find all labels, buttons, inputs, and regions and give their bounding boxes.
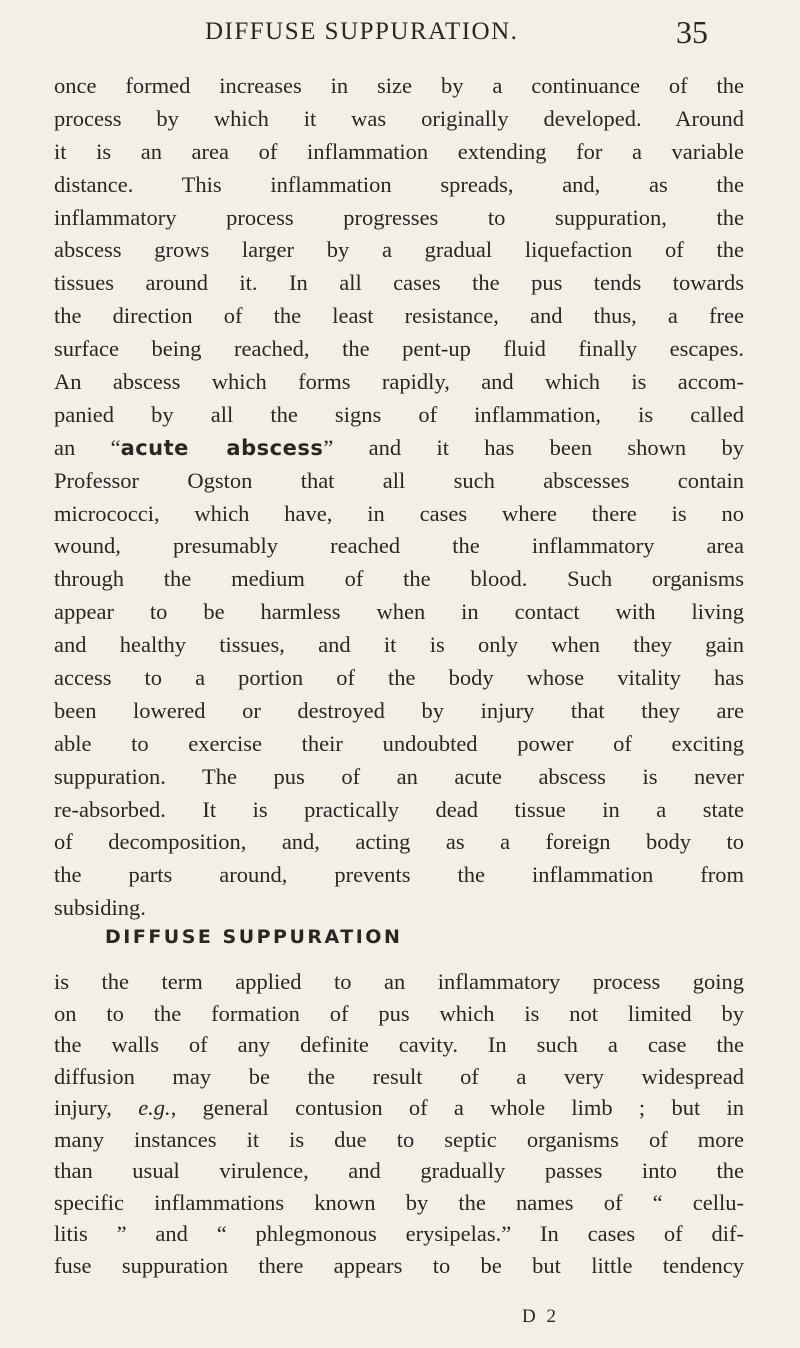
text-line: abscess grows larger by a gradual liquefaction of the <box>54 237 744 263</box>
text-line: on to the formation of pus which is not limited by <box>54 1000 744 1026</box>
paragraph-acute-abscess <box>54 70 744 925</box>
line-suffix: , general contusion of a whole limb ; but in <box>170 1095 744 1120</box>
text-line: inflammatory process progresses to suppuration, the <box>54 204 744 230</box>
text-line: An abscess which forms rapidly, and which is accom- <box>54 369 744 395</box>
text-line: it is an area of inflammation extending for a variable <box>54 138 744 164</box>
text-line: tissues around it. In all cases the pus tends towards <box>54 270 744 296</box>
text-line: the direction of the least resistance, and thus, a free <box>54 303 744 329</box>
text-line: been lowered or destroyed by injury that they are <box>54 697 744 723</box>
text-line: of decomposition, and, acting as a foreign body to <box>54 829 744 855</box>
running-title: DIFFUSE SUPPURATION. <box>205 18 519 45</box>
text-line: than usual virulence, and gradually passes into the <box>54 1158 744 1183</box>
text-line: Professor Ogston that all such abscesses contain <box>54 467 744 493</box>
text-line: micrococci, which have, in cases where there is no <box>54 500 744 526</box>
text-line: many instances it is due to septic organisms of more <box>54 1126 744 1152</box>
text-line: specific inflammations known by the names of “ cellu- <box>54 1189 744 1215</box>
text-line: through the medium of the blood. Such organisms <box>54 566 744 592</box>
text-line: is the term applied to an inflammatory process going <box>54 969 744 994</box>
text-line: access to a portion of the body whose vitality has <box>54 665 744 691</box>
italic-eg: e.g. <box>138 1095 171 1120</box>
text-line: fuse suppuration there appears to be but little tendency <box>54 1252 744 1278</box>
text-line: process by which it was originally developed. Around <box>54 105 744 131</box>
text-line: suppuration. The pus of an acute abscess is never <box>54 763 744 789</box>
text-line-eg <box>54 1092 744 1124</box>
text-line-acute-abscess <box>54 432 744 465</box>
text-line: appear to be harmless when in contact with living <box>54 599 744 625</box>
line-prefix: injury, <box>54 1095 139 1120</box>
text-line: litis ” and “ phlegmonous erysipelas.” In cases of dif- <box>54 1221 744 1246</box>
paragraph-diffuse-suppuration <box>54 966 744 1281</box>
text-line: the walls of any definite cavity. In such a case the <box>54 1032 744 1057</box>
text-line: re-absorbed. It is practically dead tissue in a state <box>54 796 744 822</box>
page-number: 35 <box>676 14 708 50</box>
running-head <box>0 14 800 54</box>
text-line: wound, presumably reached the inflammatory area <box>54 533 744 559</box>
section-heading: DIFFUSE SUPPURATION <box>105 926 403 948</box>
text-line: once formed increases in size by a continuance of the <box>54 73 744 98</box>
text-line: distance. This inflammation spreads, and, as the <box>54 171 744 197</box>
term-acute-abscess: acute abscess <box>120 435 324 460</box>
text-line: diffusion may be the result of a very widespread <box>54 1063 744 1089</box>
signature-mark: D 2 <box>522 1306 559 1327</box>
text-line: and healthy tissues, and it is only when they gain <box>54 632 744 658</box>
text-line: subsiding. <box>54 895 146 921</box>
text-line: panied by all the signs of inflammation, is called <box>54 401 744 427</box>
line-suffix: ” and it has been shown by <box>323 434 744 460</box>
text-line: able to exercise their undoubted power of exciting <box>54 730 744 756</box>
line-prefix: an “ <box>54 434 121 460</box>
text-line: the parts around, prevents the inflammation from <box>54 862 744 888</box>
text-line: surface being reached, the pent-up fluid finally escapes. <box>54 336 744 362</box>
